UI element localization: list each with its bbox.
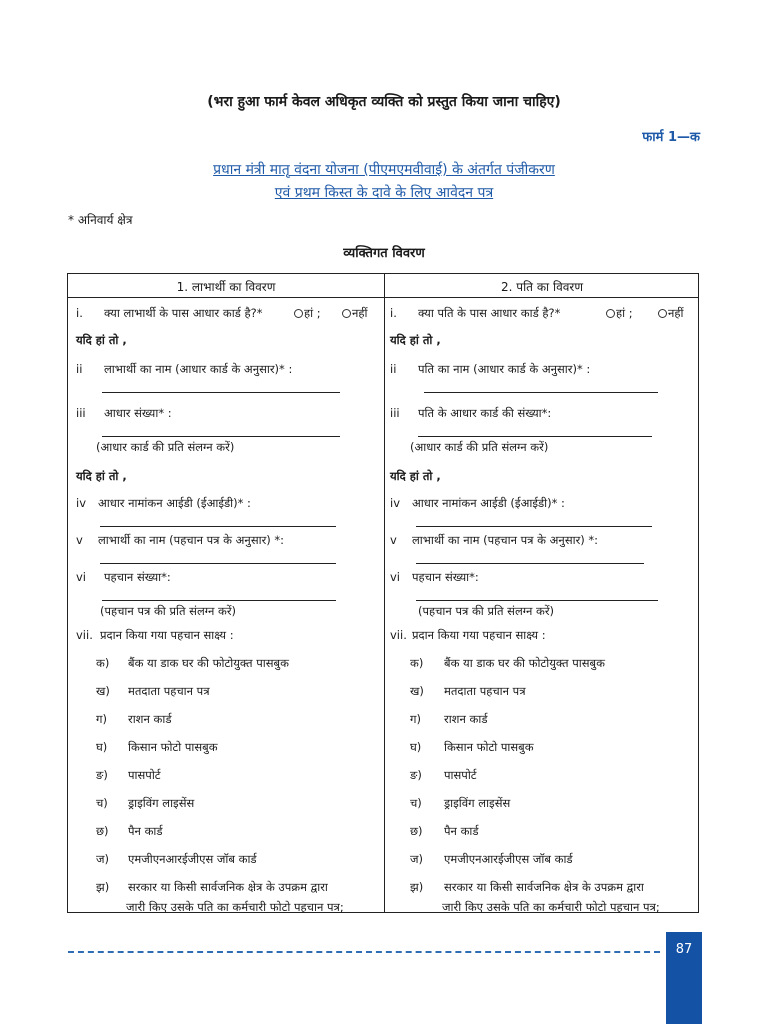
husband-id-proof-label: प्रदान किया गया पहचान साक्ष्य : <box>412 628 546 642</box>
yes-radio-icon[interactable] <box>294 309 303 318</box>
option-label: च) <box>96 796 108 810</box>
q-i-number: i. <box>76 306 83 320</box>
footer-dashed-line <box>68 951 660 953</box>
aadhaar-no-option[interactable]: नहीं <box>342 306 367 321</box>
enrolment-id-label: आधार नामांकन आईडी (ईआईडी)* : <box>98 496 251 510</box>
q-v-number: v <box>76 533 83 547</box>
mandatory-note: * अनिवार्य क्षेत्र <box>68 213 133 227</box>
no-radio-icon[interactable] <box>658 309 667 318</box>
husband-aadhaar-no-option[interactable]: नहीं <box>658 306 683 321</box>
id-proof-option[interactable]: बैंक या डाक घर की फोटोयुक्त पासबुक <box>128 656 289 670</box>
id-proof-option[interactable]: किसान फोटो पासबुक <box>444 740 534 754</box>
option-label: ख) <box>96 684 110 698</box>
attach-aadhaar-note: (आधार कार्ड की प्रति संलग्न करें) <box>96 440 235 454</box>
details-table <box>67 273 699 913</box>
aadhaar-number-field[interactable] <box>102 436 340 437</box>
aadhaar-yes-option[interactable]: हां ; <box>294 306 321 321</box>
aadhaar-question: क्या लाभार्थी के पास आधार कार्ड है?* <box>104 306 263 320</box>
beneficiary-name-aadhaar-label: लाभार्थी का नाम (आधार कार्ड के अनुसार)* : <box>104 362 293 376</box>
option-label: ख) <box>410 684 424 698</box>
option-label: ज) <box>410 852 424 866</box>
id-proof-option[interactable]: पासपोर्ट <box>444 768 477 782</box>
beneficiary-details-heading: 1. लाभार्थी का विवरण <box>176 280 276 294</box>
option-label: ग) <box>96 712 107 726</box>
husband-id-number-field[interactable] <box>416 600 658 601</box>
id-proof-option[interactable]: सरकार या किसी सार्वजनिक क्षेत्र के उपक्रम द्वारा <box>128 880 328 894</box>
husband-aadhaar-yes-option[interactable]: हां ; <box>606 306 633 321</box>
beneficiary-name-id-label: लाभार्थी का नाम (पहचान पत्र के अनुसार) *: <box>98 533 285 547</box>
id-proof-option[interactable]: ड्राइविंग लाइसेंस <box>444 796 511 810</box>
option-label: छ) <box>410 824 423 838</box>
option-label: घ) <box>410 740 422 754</box>
husband-name-id-label: लाभार्थी का नाम (पहचान पत्र के अनुसार) *: <box>412 533 599 547</box>
option-continuation: जारी किए उसके पति का कर्मचारी फोटो पहचान पत्र; <box>442 900 660 914</box>
id-proof-option[interactable]: बैंक या डाक घर की फोटोयुक्त पासबुक <box>444 656 605 670</box>
husband-id-number-label: पहचान संख्या*: <box>412 570 479 584</box>
id-proof-option[interactable]: ड्राइविंग लाइसेंस <box>128 796 195 810</box>
q-i-number: i. <box>390 306 397 320</box>
enrolment-id-field[interactable] <box>100 526 336 527</box>
id-proof-option[interactable]: सरकार या किसी सार्वजनिक क्षेत्र के उपक्रम द्वारा <box>444 880 644 894</box>
option-label: झ) <box>410 880 424 894</box>
option-label: छ) <box>96 824 109 838</box>
id-proof-option[interactable]: एमजीएनआरईजीएस जॉब कार्ड <box>128 852 257 866</box>
id-proof-option[interactable]: मतदाता पहचान पत्र <box>444 684 526 698</box>
husband-name-aadhaar-field[interactable] <box>424 392 658 393</box>
option-label: ग) <box>410 712 421 726</box>
q-vi-number: vi <box>76 570 87 584</box>
if-yes-label: यदि हां तो , <box>390 469 441 483</box>
q-iv-number: iv <box>390 496 401 510</box>
option-label: झ) <box>96 880 110 894</box>
column-divider <box>384 274 385 912</box>
id-proof-label: प्रदान किया गया पहचान साक्ष्य : <box>100 628 234 642</box>
id-proof-option[interactable]: एमजीएनआरईजीएस जॉब कार्ड <box>444 852 573 866</box>
form-title-line2: एवं प्रथम किस्त के दावे के लिए आवेदन पत्र <box>274 185 494 201</box>
id-proof-option[interactable]: पैन कार्ड <box>128 824 163 838</box>
id-proof-option[interactable]: किसान फोटो पासबुक <box>128 740 218 754</box>
q-vii-number: vii. <box>390 628 407 642</box>
id-proof-option[interactable]: राशन कार्ड <box>444 712 488 726</box>
id-proof-option[interactable]: मतदाता पहचान पत्र <box>128 684 210 698</box>
q-ii-number: ii <box>76 362 83 376</box>
beneficiary-name-id-field[interactable] <box>100 563 336 564</box>
no-radio-icon[interactable] <box>342 309 351 318</box>
yes-radio-icon[interactable] <box>606 309 615 318</box>
aadhaar-number-label: आधार संख्या* : <box>104 406 172 420</box>
submission-note: (भरा हुआ फार्म केवल अधिकृत व्यक्ति को प्रस्तुत किया जाना चाहिए) <box>207 94 561 110</box>
husband-name-aadhaar-label: पति का नाम (आधार कार्ड के अनुसार)* : <box>418 362 591 376</box>
q-ii-number: ii <box>390 362 397 376</box>
option-label: ङ) <box>96 768 108 782</box>
id-number-label: पहचान संख्या*: <box>104 570 171 584</box>
option-label: क) <box>96 656 110 670</box>
q-vi-number: vi <box>390 570 401 584</box>
option-label: च) <box>410 796 422 810</box>
q-v-number: v <box>390 533 397 547</box>
option-label: ज) <box>96 852 110 866</box>
q-vii-number: vii. <box>76 628 93 642</box>
q-iv-number: iv <box>76 496 87 510</box>
page-number: 87 <box>675 942 693 957</box>
section-heading: व्यक्तिगत विवरण <box>343 246 425 261</box>
id-proof-option[interactable]: राशन कार्ड <box>128 712 172 726</box>
attach-aadhaar-note: (आधार कार्ड की प्रति संलग्न करें) <box>410 440 549 454</box>
form-title-line1: प्रधान मंत्री मातृ वंदना योजना (पीएमएमवीवाई) के अंतर्गत पंजीकरण <box>213 162 555 178</box>
attach-id-note: (पहचान पत्र की प्रति संलग्न करें) <box>418 604 555 618</box>
option-label: घ) <box>96 740 108 754</box>
husband-enrolment-id-field[interactable] <box>416 526 652 527</box>
if-yes-label: यदि हां तो , <box>76 333 127 347</box>
option-continuation: जारी किए उसके पति का कर्मचारी फोटो पहचान पत्र; <box>126 900 344 914</box>
id-proof-option[interactable]: पासपोर्ट <box>128 768 161 782</box>
husband-name-id-field[interactable] <box>416 563 644 564</box>
husband-aadhaar-number-field[interactable] <box>418 436 652 437</box>
attach-id-note: (पहचान पत्र की प्रति संलग्न करें) <box>100 604 237 618</box>
husband-enrolment-id-label: आधार नामांकन आईडी (ईआईडी)* : <box>412 496 565 510</box>
beneficiary-name-aadhaar-field[interactable] <box>102 392 340 393</box>
husband-aadhaar-number-label: पति के आधार कार्ड की संख्या*: <box>418 406 552 420</box>
option-label: ङ) <box>410 768 422 782</box>
husband-aadhaar-question: क्या पति के पास आधार कार्ड है?* <box>418 306 561 320</box>
q-iii-number: iii <box>390 406 400 420</box>
id-number-field[interactable] <box>102 600 336 601</box>
q-iii-number: iii <box>76 406 86 420</box>
if-yes-label: यदि हां तो , <box>390 333 441 347</box>
form-number: फार्म 1—क <box>642 130 700 145</box>
header-divider <box>68 297 698 298</box>
if-yes-label: यदि हां तो , <box>76 469 127 483</box>
husband-details-heading: 2. पति का विवरण <box>500 280 584 294</box>
id-proof-option[interactable]: पैन कार्ड <box>444 824 479 838</box>
option-label: क) <box>410 656 424 670</box>
